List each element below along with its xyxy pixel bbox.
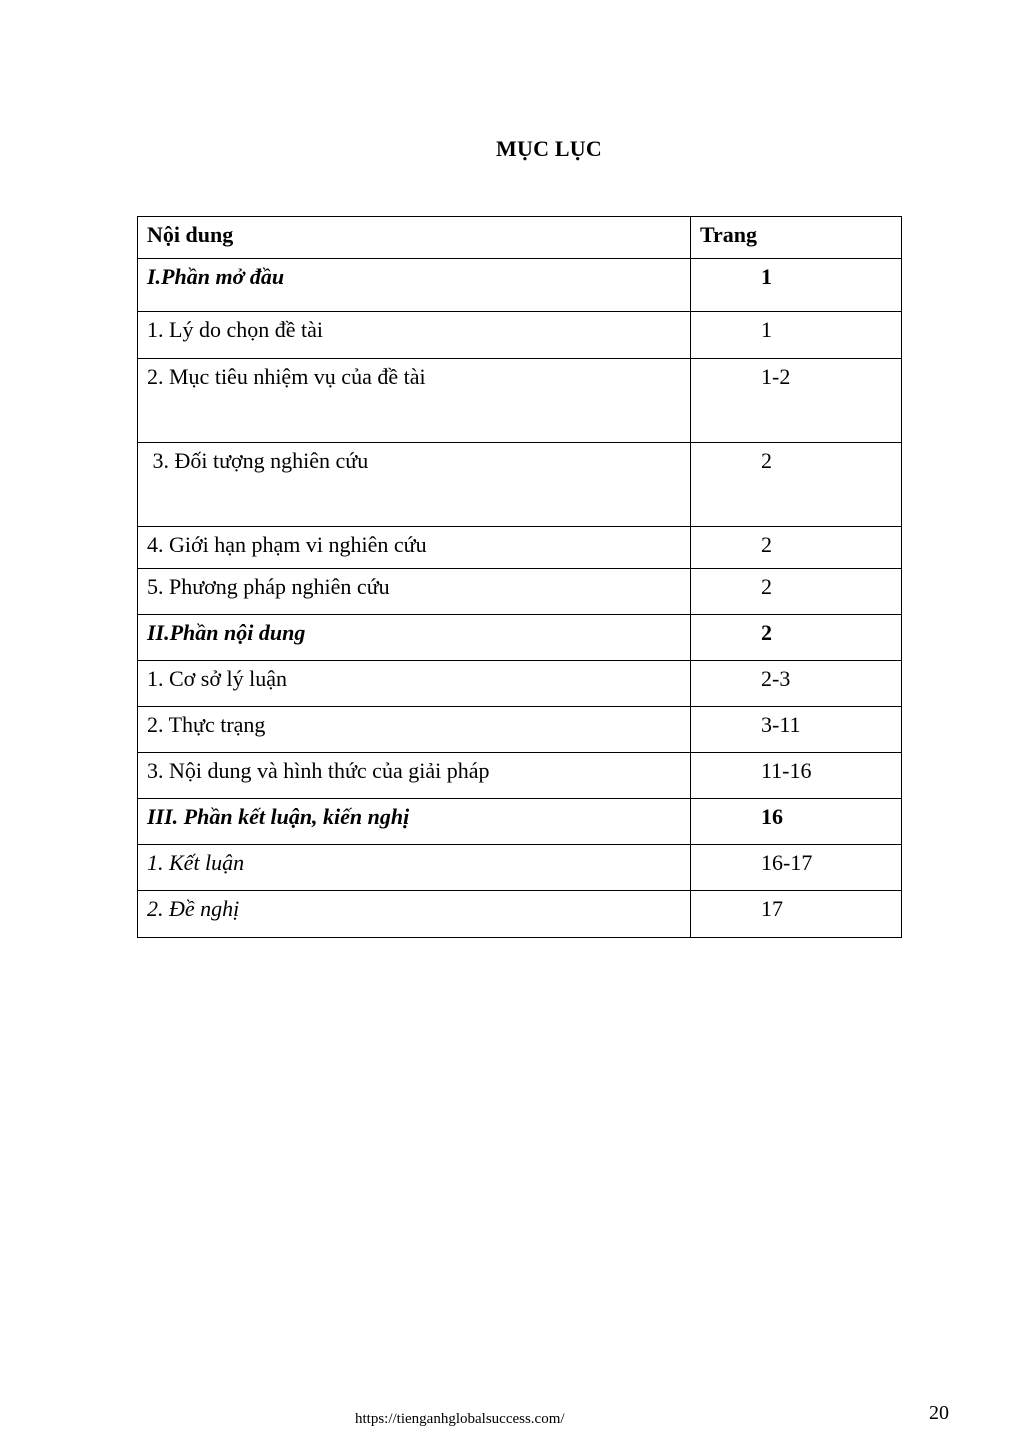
row-page: 1 bbox=[691, 312, 902, 359]
table-of-contents bbox=[137, 216, 902, 938]
table-row bbox=[138, 359, 902, 443]
table-row bbox=[138, 707, 902, 753]
table-row bbox=[138, 443, 902, 527]
header-content: Nội dung bbox=[138, 217, 691, 259]
row-page: 2-3 bbox=[691, 661, 902, 707]
row-label: I.Phần mở đầu bbox=[138, 259, 691, 312]
table-row bbox=[138, 312, 902, 359]
row-label: 1. Kết luận bbox=[138, 845, 691, 891]
document-title: MỤC LỤC bbox=[496, 136, 602, 161]
row-page: 17 bbox=[691, 891, 902, 938]
table-row bbox=[138, 527, 902, 569]
row-label: 3. Nội dung và hình thức của giải pháp bbox=[138, 753, 691, 799]
row-label: III. Phần kết luận, kiến nghị bbox=[138, 799, 691, 845]
table-row bbox=[138, 891, 902, 938]
row-page: 16 bbox=[691, 799, 902, 845]
row-label: 3. Đối tượng nghiên cứu bbox=[138, 443, 691, 527]
table-row bbox=[138, 753, 902, 799]
row-label: 2. Mục tiêu nhiệm vụ của đề tài bbox=[138, 359, 691, 443]
table-row bbox=[138, 845, 902, 891]
row-page: 2 bbox=[691, 443, 902, 527]
table-row bbox=[138, 661, 902, 707]
row-page: 1 bbox=[691, 259, 902, 312]
row-label: 1. Lý do chọn đề tài bbox=[138, 312, 691, 359]
row-label: 4. Giới hạn phạm vi nghiên cứu bbox=[138, 527, 691, 569]
row-page: 16-17 bbox=[691, 845, 902, 891]
row-label: 1. Cơ sở lý luận bbox=[138, 661, 691, 707]
table-row bbox=[138, 615, 902, 661]
header-page: Trang bbox=[691, 217, 902, 259]
row-page: 11-16 bbox=[691, 753, 902, 799]
table-row bbox=[138, 799, 902, 845]
table-row bbox=[138, 259, 902, 312]
row-label: II.Phần nội dung bbox=[138, 615, 691, 661]
row-label: 2. Đề nghị bbox=[138, 891, 691, 938]
table-header-row bbox=[138, 217, 902, 259]
row-page: 1-2 bbox=[691, 359, 902, 443]
footer-url: https://tienganhglobalsuccess.com/ bbox=[355, 1411, 565, 1427]
row-label: 5. Phương pháp nghiên cứu bbox=[138, 569, 691, 615]
table-row bbox=[138, 569, 902, 615]
page-number: 20 bbox=[929, 1402, 949, 1424]
row-page: 3-11 bbox=[691, 707, 902, 753]
row-page: 2 bbox=[691, 615, 902, 661]
row-label: 2. Thực trạng bbox=[138, 707, 691, 753]
row-page: 2 bbox=[691, 527, 902, 569]
row-page: 2 bbox=[691, 569, 902, 615]
